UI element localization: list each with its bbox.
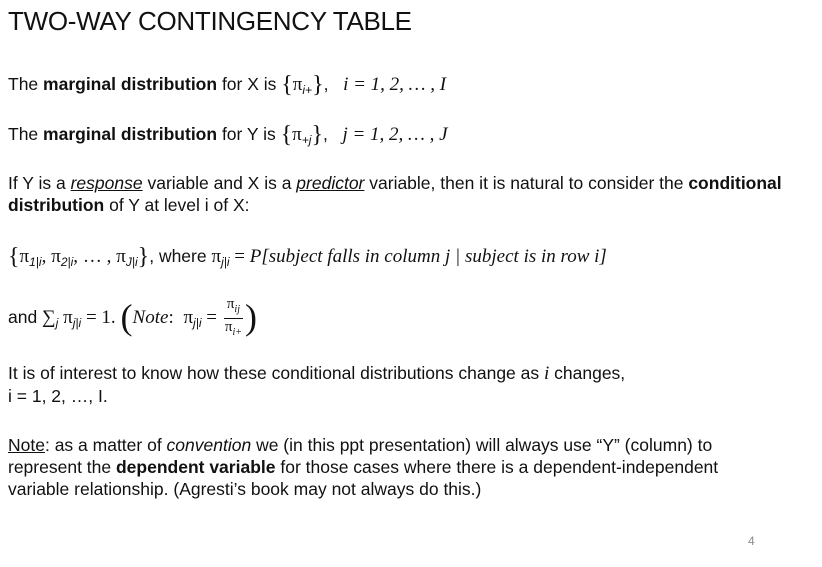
- subscript: J|i: [125, 255, 138, 269]
- conditional-intro: [8, 172, 814, 216]
- sum-symbol: ∑: [42, 307, 56, 329]
- marginal-x-line: The marginal distribution for X is $\{\pi_{i+}\}$, i = 1, 2, … , I: [8, 72, 447, 98]
- pi-symbol: π: [183, 307, 194, 329]
- variable-i: i: [544, 363, 550, 384]
- text: variable relationship. (Agresti’s book may not always do this.): [8, 479, 482, 499]
- text: The: [8, 124, 44, 144]
- bold-term: dependent variable: [115, 457, 276, 477]
- fraction: [224, 296, 243, 341]
- pi-symbol: π: [226, 296, 235, 312]
- pi-symbol: π: [292, 124, 302, 145]
- text: variable, then it is natural to consider the: [364, 173, 689, 193]
- pi-symbol: π: [63, 307, 73, 329]
- note-label: Note: [8, 435, 45, 455]
- sum-line: [8, 296, 257, 341]
- text: variable and X is a: [142, 173, 297, 193]
- pi-symbol: π: [116, 246, 126, 267]
- subscript: j|i: [221, 255, 230, 269]
- note-paragraph: [8, 434, 814, 500]
- text: changes,: [549, 363, 626, 383]
- close-brace: }: [311, 122, 323, 148]
- equals: =: [201, 307, 217, 329]
- open-brace: {: [280, 122, 293, 148]
- subscript: j|i: [193, 316, 202, 331]
- pi-symbol: π: [292, 74, 303, 95]
- open-brace: {: [281, 72, 293, 98]
- text: for X is: [217, 74, 282, 94]
- text: If Y is a: [8, 173, 71, 193]
- text: The: [8, 74, 44, 94]
- subscript: i+: [302, 83, 313, 97]
- pi-symbol: π: [51, 246, 61, 267]
- marginal-y-line: The marginal distribution for Y is $\{\pi_{+j}\}$, j = 1, 2, … , J: [8, 122, 448, 148]
- subscript: i+: [232, 327, 242, 338]
- bold-term: conditional: [688, 173, 782, 193]
- text: : as a matter of: [44, 435, 167, 455]
- conditional-definition: {$\pi_{1|i}$, $\pi_{2|i}$, … , $\pi_{J|i}$}, where $\pi_{j|i}$ = P[subject falls in column j | subject is in row i]: [8, 244, 607, 270]
- equals: =: [229, 246, 250, 267]
- note-label: Note: [132, 307, 169, 329]
- index-expression: j = 1, 2, … , J: [342, 124, 448, 145]
- slide-title: TWO-WAY CONTINGENCY TABLE: [8, 6, 412, 36]
- bold-term: marginal distribution: [43, 124, 218, 144]
- pi-symbol: π: [19, 246, 30, 267]
- subscript: +j: [301, 133, 312, 147]
- ellipsis: … ,: [82, 246, 112, 267]
- bold-term: distribution: [8, 195, 105, 215]
- text: we (in this ppt presentation) will always use “Y” (column) to: [251, 435, 713, 455]
- pi-symbol: π: [224, 319, 233, 335]
- text: for those cases where there is a dependent-independent: [275, 457, 719, 477]
- probability-expression: P[subject falls in column j | subject is in row i]: [249, 246, 607, 267]
- text: of Y at level i of X:: [104, 195, 250, 215]
- open-paren: (: [120, 297, 133, 338]
- emphasis-response: response: [70, 173, 143, 193]
- close-brace: }: [137, 244, 150, 270]
- colon: :: [168, 307, 174, 329]
- interest-paragraph: [8, 362, 814, 407]
- subscript: j|i: [72, 316, 82, 331]
- close-paren: ): [244, 297, 257, 338]
- subscript: ij: [234, 304, 240, 315]
- subscript: j: [55, 316, 59, 331]
- index-expression: i = 1, 2, … , I: [343, 74, 447, 95]
- close-brace: }: [312, 72, 324, 98]
- bold-term: marginal distribution: [43, 74, 218, 94]
- text: represent the: [8, 457, 116, 477]
- subscript: 2|i: [60, 255, 74, 269]
- equals-one: = 1.: [81, 307, 116, 329]
- subscript: 1|i: [29, 255, 42, 269]
- text: i = 1, 2, …, I.: [8, 386, 108, 406]
- pi-symbol: π: [211, 246, 222, 267]
- page-number: 4: [748, 534, 755, 548]
- text: for Y is: [217, 124, 281, 144]
- emphasis-predictor: predictor: [296, 173, 365, 193]
- text: and: [8, 307, 43, 328]
- open-brace: {: [8, 244, 20, 270]
- text: It is of interest to know how these conditional distributions change as: [8, 363, 544, 383]
- text: where: [158, 246, 212, 266]
- emphasis-convention: convention: [166, 435, 252, 455]
